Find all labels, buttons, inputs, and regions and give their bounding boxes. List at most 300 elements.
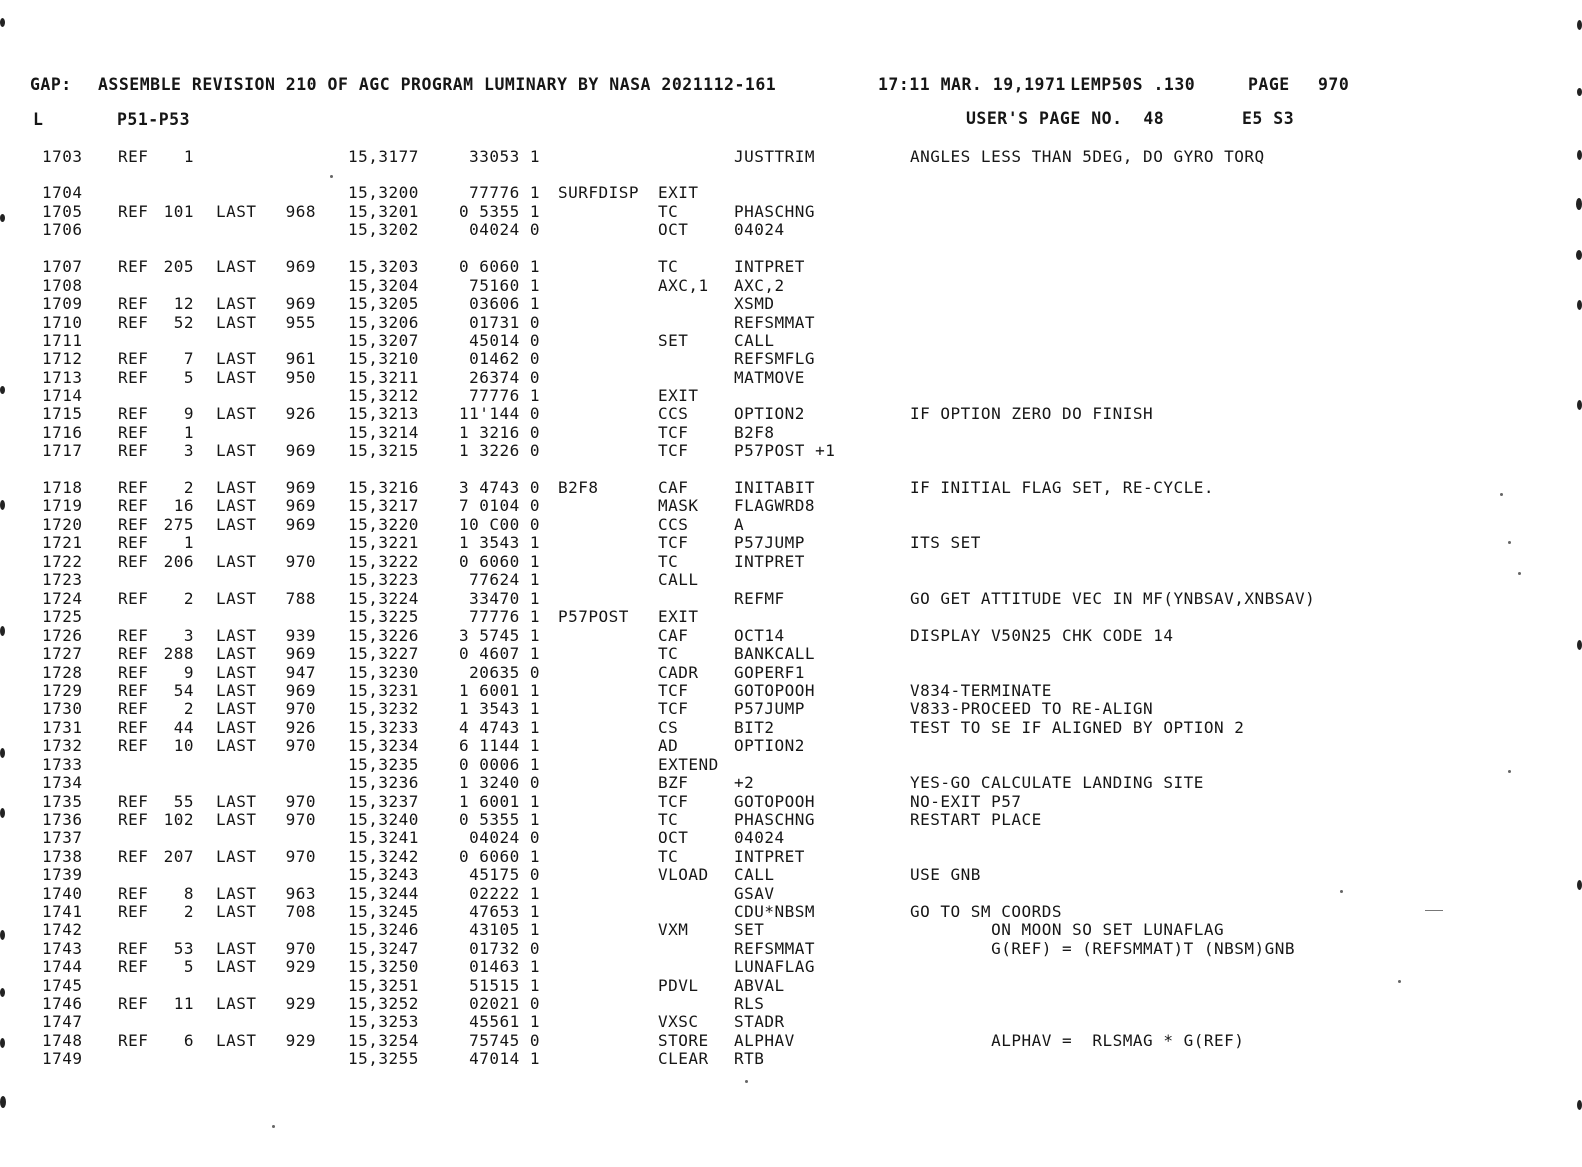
cell-operand: MATMOVE (734, 368, 805, 387)
punch-mark (1577, 20, 1582, 30)
cell-op: CADR (658, 663, 699, 682)
cell-lastnum: 969 (285, 496, 316, 515)
cell-op: AXC,1 (658, 276, 709, 295)
cell-op: CAF (658, 478, 689, 497)
cell-addr: 15,3212 (348, 386, 419, 405)
cell-comment: NO-EXIT P57 (910, 792, 1022, 811)
cell-lastnum: 969 (285, 441, 316, 460)
cell-op: STORE (658, 1031, 709, 1050)
cell-refnum: 54 (173, 681, 194, 700)
cell-lastnum: 970 (285, 699, 316, 718)
cell-op: TCF (658, 423, 689, 442)
cell-line: 1742 (42, 920, 83, 939)
cell-refnum: 1 (183, 533, 194, 552)
cell-operand: B2F8 (734, 423, 775, 442)
punch-mark (0, 18, 5, 27)
cell-lastnum: 929 (285, 957, 316, 976)
cell-lastnum: 970 (285, 810, 316, 829)
cell-operand: BANKCALL (734, 644, 816, 663)
cell-refnum: 52 (173, 313, 194, 332)
cell-lastnum: 970 (285, 736, 316, 755)
cell-addr: 15,3214 (348, 423, 419, 442)
cell-operand: OPTION2 (734, 736, 805, 755)
cell-operand: PHASCHNG (734, 810, 816, 829)
cell-refnum: 2 (183, 902, 194, 921)
cell-line: 1734 (42, 773, 83, 792)
cell-lastnum: 969 (285, 681, 316, 700)
cell-ref: REF (118, 257, 149, 276)
cell-last: LAST (216, 736, 257, 755)
cell-line: 1745 (42, 976, 83, 995)
cell-line: 1703 (42, 147, 83, 166)
cell-word: 1 3543 1 (458, 699, 540, 718)
cell-comment: ALPHAV = RLSMAG * G(REF) (910, 1031, 1245, 1050)
cell-addr: 15,3221 (348, 533, 419, 552)
cell-word: 01731 0 (469, 313, 540, 332)
cell-op: TC (658, 644, 679, 663)
cell-operand: GOPERF1 (734, 663, 805, 682)
cell-line: 1741 (42, 902, 83, 921)
cell-addr: 15,3243 (348, 865, 419, 884)
scan-speck (1508, 770, 1511, 773)
cell-comment: ANGLES LESS THAN 5DEG, DO GYRO TORQ (910, 147, 1265, 166)
scan-speck (272, 1125, 275, 1128)
cell-addr: 15,3241 (348, 828, 419, 847)
cell-operand: P57POST +1 (734, 441, 836, 460)
cell-operand: BIT2 (734, 718, 775, 737)
cell-ref: REF (118, 718, 149, 737)
cell-last: LAST (216, 202, 257, 221)
cell-line: 1724 (42, 589, 83, 608)
cell-last: LAST (216, 902, 257, 921)
cell-operand: PHASCHNG (734, 202, 816, 221)
cell-addr: 15,3222 (348, 552, 419, 571)
cell-last: LAST (216, 939, 257, 958)
cell-refnum: 207 (163, 847, 194, 866)
cell-ref: REF (118, 644, 149, 663)
cell-addr: 15,3253 (348, 1012, 419, 1031)
cell-addr: 15,3233 (348, 718, 419, 737)
cell-operand: INITABIT (734, 478, 816, 497)
cell-operand: OPTION2 (734, 404, 805, 423)
punch-mark (0, 988, 5, 997)
cell-addr: 15,3252 (348, 994, 419, 1013)
cell-refnum: 55 (173, 792, 194, 811)
cell-addr: 15,3177 (348, 147, 419, 166)
cell-op: TCF (658, 533, 689, 552)
cell-line: 1705 (42, 202, 83, 221)
cell-last: LAST (216, 792, 257, 811)
cell-word: 0 6060 1 (458, 847, 540, 866)
cell-operand: 04024 (734, 220, 785, 239)
cell-ref: REF (118, 404, 149, 423)
subheader-code: E5 S3 (1242, 109, 1295, 128)
cell-operand: STADR (734, 1012, 785, 1031)
subheader-flag: L (33, 110, 44, 129)
cell-last: LAST (216, 644, 257, 663)
cell-operand: GOTOPOOH (734, 792, 816, 811)
cell-word: 75160 1 (469, 276, 540, 295)
cell-ref: REF (118, 313, 149, 332)
cell-operand: A (734, 515, 745, 534)
cell-addr: 15,3235 (348, 755, 419, 774)
cell-word: 0 6060 1 (458, 257, 540, 276)
cell-word: 51515 1 (469, 976, 540, 995)
punch-mark (1577, 88, 1582, 96)
cell-refnum: 5 (183, 957, 194, 976)
cell-op: TCF (658, 681, 689, 700)
cell-line: 1738 (42, 847, 83, 866)
cell-op: VXSC (658, 1012, 699, 1031)
cell-last: LAST (216, 368, 257, 387)
cell-addr: 15,3225 (348, 607, 419, 626)
cell-addr: 15,3223 (348, 570, 419, 589)
cell-refnum: 102 (163, 810, 194, 829)
cell-line: 1749 (42, 1049, 83, 1068)
cell-word: 1 6001 1 (458, 681, 540, 700)
cell-last: LAST (216, 313, 257, 332)
cell-op: MASK (658, 496, 699, 515)
cell-line: 1732 (42, 736, 83, 755)
cell-word: 7 0104 0 (458, 496, 540, 515)
cell-refnum: 101 (163, 202, 194, 221)
punch-mark (1577, 880, 1582, 890)
cell-comment: YES-GO CALCULATE LANDING SITE (910, 773, 1204, 792)
cell-word: 02021 0 (469, 994, 540, 1013)
cell-comment: ON MOON SO SET LUNAFLAG (910, 920, 1225, 939)
cell-addr: 15,3204 (348, 276, 419, 295)
subheader-users-page: USER'S PAGE NO. 48 (966, 109, 1165, 128)
cell-word: 04024 0 (469, 828, 540, 847)
cell-op: CAF (658, 626, 689, 645)
scan-speck (745, 1080, 748, 1083)
cell-line: 1728 (42, 663, 83, 682)
cell-line: 1714 (42, 386, 83, 405)
cell-ref: REF (118, 884, 149, 903)
cell-ref: REF (118, 847, 149, 866)
cell-word: 3 4743 0 (458, 478, 540, 497)
cell-ref: REF (118, 349, 149, 368)
cell-op: CS (658, 718, 679, 737)
cell-lastnum: 969 (285, 515, 316, 534)
cell-operand: XSMD (734, 294, 775, 313)
cell-last: LAST (216, 404, 257, 423)
cell-operand: GSAV (734, 884, 775, 903)
cell-ref: REF (118, 441, 149, 460)
cell-word: 33053 1 (469, 147, 540, 166)
cell-operand: OCT14 (734, 626, 785, 645)
cell-line: 1708 (42, 276, 83, 295)
cell-addr: 15,3251 (348, 976, 419, 995)
cell-lastnum: 950 (285, 368, 316, 387)
cell-last: LAST (216, 957, 257, 976)
punch-mark (0, 808, 5, 818)
punch-mark (1577, 150, 1582, 160)
cell-last: LAST (216, 294, 257, 313)
cell-lastnum: 926 (285, 404, 316, 423)
cell-addr: 15,3231 (348, 681, 419, 700)
cell-line: 1725 (42, 607, 83, 626)
cell-line: 1722 (42, 552, 83, 571)
cell-ref: REF (118, 147, 149, 166)
cell-addr: 15,3203 (348, 257, 419, 276)
cell-word: 0 6060 1 (458, 552, 540, 571)
cell-op: EXIT (658, 607, 699, 626)
cell-addr: 15,3246 (348, 920, 419, 939)
cell-ref: REF (118, 663, 149, 682)
subheader-section: P51-P53 (117, 110, 191, 129)
punch-mark (0, 214, 5, 222)
cell-line: 1721 (42, 533, 83, 552)
cell-word: 77624 1 (469, 570, 540, 589)
cell-op: PDVL (658, 976, 699, 995)
cell-addr: 15,3234 (348, 736, 419, 755)
cell-word: 02222 1 (469, 884, 540, 903)
cell-ref: REF (118, 423, 149, 442)
header-page-number: 970 (1318, 75, 1350, 94)
cell-line: 1719 (42, 496, 83, 515)
cell-last: LAST (216, 441, 257, 460)
cell-operand: ALPHAV (734, 1031, 795, 1050)
cell-word: 77776 1 (469, 183, 540, 202)
cell-op: TCF (658, 441, 689, 460)
cell-line: 1707 (42, 257, 83, 276)
cell-word: 01463 1 (469, 957, 540, 976)
punch-mark (0, 748, 5, 758)
cell-addr: 15,3216 (348, 478, 419, 497)
cell-comment: ITS SET (910, 533, 981, 552)
cell-ref: REF (118, 681, 149, 700)
cell-op: CCS (658, 404, 689, 423)
cell-refnum: 10 (173, 736, 194, 755)
cell-ref: REF (118, 792, 149, 811)
cell-word: 1 3216 0 (458, 423, 540, 442)
cell-word: 6 1144 1 (458, 736, 540, 755)
cell-word: 75745 0 (469, 1031, 540, 1050)
cell-ref: REF (118, 626, 149, 645)
cell-refnum: 288 (163, 644, 194, 663)
cell-op: EXIT (658, 386, 699, 405)
cell-line: 1746 (42, 994, 83, 1013)
cell-op: TC (658, 202, 679, 221)
punch-mark (0, 930, 5, 940)
cell-refnum: 53 (173, 939, 194, 958)
cell-word: 47653 1 (469, 902, 540, 921)
cell-op: CCS (658, 515, 689, 534)
cell-addr: 15,3254 (348, 1031, 419, 1050)
cell-comment: RESTART PLACE (910, 810, 1042, 829)
cell-operand: AXC,2 (734, 276, 785, 295)
cell-line: 1737 (42, 828, 83, 847)
cell-comment: V834-TERMINATE (910, 681, 1052, 700)
cell-ref: REF (118, 699, 149, 718)
cell-last: LAST (216, 699, 257, 718)
cell-op: EXIT (658, 183, 699, 202)
cell-op: AD (658, 736, 679, 755)
cell-addr: 15,3227 (348, 644, 419, 663)
cell-line: 1727 (42, 644, 83, 663)
cell-addr: 15,3244 (348, 884, 419, 903)
cell-refnum: 9 (183, 404, 194, 423)
scan-dash (1425, 910, 1443, 911)
cell-ref: REF (118, 533, 149, 552)
scan-speck (1398, 980, 1401, 983)
cell-addr: 15,3242 (348, 847, 419, 866)
cell-line: 1709 (42, 294, 83, 313)
punch-mark (1576, 250, 1582, 260)
cell-op: TC (658, 257, 679, 276)
cell-last: LAST (216, 626, 257, 645)
cell-last: LAST (216, 810, 257, 829)
header-datetime: 17:11 MAR. 19,1971 (878, 75, 1066, 94)
cell-word: 1 3543 1 (458, 533, 540, 552)
cell-operand: 04024 (734, 828, 785, 847)
cell-line: 1711 (42, 331, 83, 350)
cell-line: 1735 (42, 792, 83, 811)
scan-speck (1340, 890, 1343, 893)
cell-ref: REF (118, 496, 149, 515)
cell-word: 0 5355 1 (458, 810, 540, 829)
cell-line: 1718 (42, 478, 83, 497)
cell-comment: V833-PROCEED TO RE-ALIGN (910, 699, 1154, 718)
cell-word: 11'144 0 (458, 404, 540, 423)
cell-line: 1747 (42, 1012, 83, 1031)
cell-word: 0 0006 1 (458, 755, 540, 774)
cell-operand: RLS (734, 994, 765, 1013)
cell-lastnum: 929 (285, 1031, 316, 1050)
scan-speck (330, 175, 333, 178)
cell-last: LAST (216, 663, 257, 682)
cell-addr: 15,3232 (348, 699, 419, 718)
cell-line: 1739 (42, 865, 83, 884)
cell-word: 47014 1 (469, 1049, 540, 1068)
cell-addr: 15,3206 (348, 313, 419, 332)
cell-word: 0 5355 1 (458, 202, 540, 221)
cell-ref: REF (118, 478, 149, 497)
cell-refnum: 205 (163, 257, 194, 276)
cell-lastnum: 947 (285, 663, 316, 682)
cell-operand: +2 (734, 773, 755, 792)
cell-operand: P57JUMP (734, 699, 805, 718)
cell-addr: 15,3202 (348, 220, 419, 239)
punch-mark (1577, 400, 1582, 410)
cell-addr: 15,3217 (348, 496, 419, 515)
cell-addr: 15,3211 (348, 368, 419, 387)
cell-last: LAST (216, 994, 257, 1013)
cell-refnum: 1 (183, 423, 194, 442)
cell-word: 3 5745 1 (458, 626, 540, 645)
cell-last: LAST (216, 1031, 257, 1050)
cell-addr: 15,3226 (348, 626, 419, 645)
cell-addr: 15,3230 (348, 663, 419, 682)
cell-line: 1710 (42, 313, 83, 332)
cell-op: BZF (658, 773, 689, 792)
cell-lastnum: 961 (285, 349, 316, 368)
punch-mark (1576, 198, 1582, 210)
cell-op: TCF (658, 699, 689, 718)
cell-line: 1706 (42, 220, 83, 239)
cell-op: TCF (658, 792, 689, 811)
cell-last: LAST (216, 349, 257, 368)
cell-word: 1 6001 1 (458, 792, 540, 811)
cell-line: 1730 (42, 699, 83, 718)
cell-operand: SET (734, 920, 765, 939)
cell-comment: DISPLAY V50N25 CHK CODE 14 (910, 626, 1174, 645)
cell-word: 1 3226 0 (458, 441, 540, 460)
cell-word: 20635 0 (469, 663, 540, 682)
punch-mark (0, 626, 5, 636)
cell-line: 1743 (42, 939, 83, 958)
cell-lastnum: 969 (285, 644, 316, 663)
cell-last: LAST (216, 718, 257, 737)
cell-word: 33470 1 (469, 589, 540, 608)
cell-line: 1716 (42, 423, 83, 442)
cell-comment: G(REF) = (REFSMMAT)T (NBSM)GNB (910, 939, 1296, 958)
cell-lastnum: 970 (285, 939, 316, 958)
cell-comment: TEST TO SE IF ALIGNED BY OPTION 2 (910, 718, 1245, 737)
cell-last: LAST (216, 478, 257, 497)
cell-operand: CDU*NBSM (734, 902, 816, 921)
cell-word: 45014 0 (469, 331, 540, 350)
header-page-label: PAGE (1248, 75, 1290, 94)
cell-comment: GO GET ATTITUDE VEC IN MF(YNBSAV,XNBSAV) (910, 589, 1316, 608)
cell-addr: 15,3200 (348, 183, 419, 202)
cell-op: OCT (658, 220, 689, 239)
cell-refnum: 5 (183, 368, 194, 387)
punch-mark (0, 1096, 6, 1108)
punch-mark (0, 386, 5, 394)
cell-line: 1715 (42, 404, 83, 423)
cell-word: 10 C00 0 (458, 515, 540, 534)
cell-op: VXM (658, 920, 689, 939)
cell-refnum: 8 (183, 884, 194, 903)
cell-line: 1736 (42, 810, 83, 829)
scan-speck (1518, 572, 1521, 575)
cell-lastnum: 969 (285, 478, 316, 497)
cell-last: LAST (216, 552, 257, 571)
cell-addr: 15,3224 (348, 589, 419, 608)
header-gap-label: GAP: (30, 75, 72, 94)
cell-addr: 15,3240 (348, 810, 419, 829)
cell-word: 26374 0 (469, 368, 540, 387)
cell-line: 1723 (42, 570, 83, 589)
cell-ref: REF (118, 589, 149, 608)
cell-word: 1 3240 0 (458, 773, 540, 792)
cell-op: TC (658, 810, 679, 829)
cell-word: 01462 0 (469, 349, 540, 368)
header-title: ASSEMBLE REVISION 210 OF AGC PROGRAM LUMINARY BY NASA 2021112-161 (98, 75, 777, 94)
cell-op: OCT (658, 828, 689, 847)
cell-lastnum: 955 (285, 313, 316, 332)
cell-comment: USE GNB (910, 865, 981, 884)
cell-refnum: 1 (183, 147, 194, 166)
cell-ref: REF (118, 552, 149, 571)
cell-addr: 15,3201 (348, 202, 419, 221)
cell-operand: JUSTTRIM (734, 147, 816, 166)
cell-operand: INTPRET (734, 552, 805, 571)
cell-ref: REF (118, 939, 149, 958)
cell-lastnum: 968 (285, 202, 316, 221)
cell-refnum: 2 (183, 589, 194, 608)
cell-addr: 15,3213 (348, 404, 419, 423)
cell-operand: CALL (734, 865, 775, 884)
cell-last: LAST (216, 884, 257, 903)
cell-refnum: 2 (183, 699, 194, 718)
cell-last: LAST (216, 515, 257, 534)
punch-mark (1577, 640, 1582, 650)
cell-refnum: 3 (183, 626, 194, 645)
cell-operand: REFSMFLG (734, 349, 816, 368)
